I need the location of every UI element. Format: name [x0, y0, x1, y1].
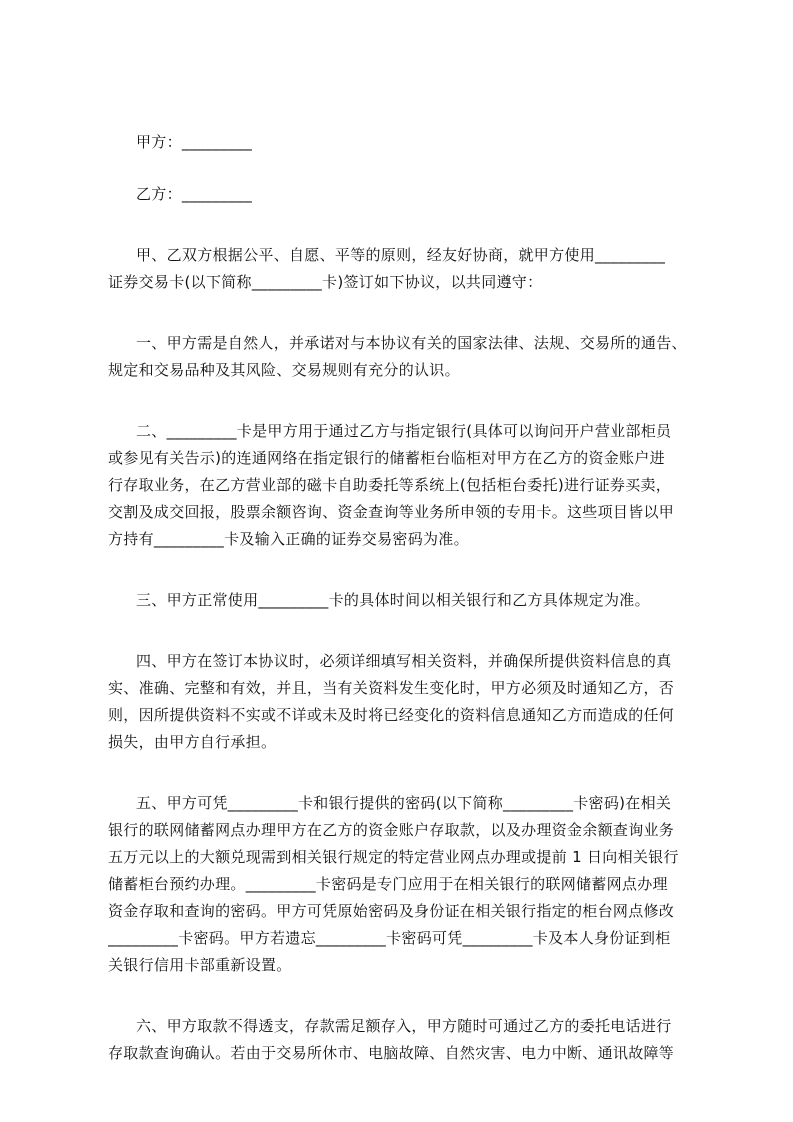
paragraph-clause-2 [108, 418, 710, 553]
paragraph-clause-3 [108, 587, 710, 614]
party-a-line: 甲方：_________ [136, 133, 253, 151]
paragraph-clause-1 [108, 330, 710, 384]
paragraph-line: 实、准确、完整和有效，并且，当有关资料发生变化时，甲方必须及时通知乙方，否 [108, 679, 675, 697]
party-b-line: 乙方：_________ [136, 185, 253, 203]
paragraph-line: 一、甲方需是自然人，并承诺对与本协议有关的国家法律、法规、交易所的通告、 [136, 334, 687, 352]
paragraph-line: 二、_________卡是甲方用于通过乙方与指定银行(具体可以询问开户营业部柜员 [136, 422, 672, 440]
agreement-body [108, 129, 710, 1067]
paragraph-line: 资金存取和查询的密码。甲方可凭原始密码及身份证在相关银行指定的柜台网点修改 [108, 902, 675, 920]
paragraph-line: 五万元以上的大额兑现需到相关银行规定的特定营业网点办理或提前 1 日向相关银行 [108, 848, 679, 866]
paragraph-line: 交割及成交回报，股票余额咨询、资金查询等业务所申领的专用卡。这些项目皆以甲 [108, 503, 675, 521]
paragraph-line: 方持有_________卡及输入正确的证券交易密码为准。 [108, 530, 469, 548]
paragraph-line: 甲、乙双方根据公平、自愿、平等的原则，经友好协商，就甲方使用_________ [136, 246, 666, 264]
paragraph-line: 行存取业务，在乙方营业部的磁卡自助委托等系统上(包括柜台委托)进行证券买卖， [108, 476, 672, 494]
paragraph-clause-6 [108, 1013, 710, 1067]
paragraph-line: 五、甲方可凭_________卡和银行提供的密码(以下简称_________卡密码)在相关 [136, 794, 672, 812]
paragraph-line: 证券交易卡(以下简称_________卡)签订如下协议，以共同遵守： [108, 273, 543, 291]
paragraph-clause-4 [108, 648, 710, 756]
paragraph-line: 关银行信用卡部重新设置。 [108, 956, 292, 974]
paragraph-line: 损失，由甲方自行承担。 [108, 733, 277, 751]
paragraph-preamble [108, 242, 710, 296]
paragraph-line: 存取款查询确认。若由于交易所休市、电脑故障、自然灾害、电力中断、通讯故障等 [108, 1044, 675, 1062]
paragraph-line: 六、甲方取款不得透支，存款需足额存入，甲方随时可通过乙方的委托电话进行 [136, 1017, 672, 1035]
paragraph-line: 规定和交易品种及其风险、交易规则有充分的认识。 [108, 361, 460, 379]
paragraph-line: 储蓄柜台预约办理。_________卡密码是专门应用于在相关银行的联网储蓄网点办理 [108, 875, 668, 893]
paragraph-line: 银行的联网储蓄网点办理甲方在乙方的资金账户存取款，以及办理资金余额查询业务 [108, 821, 675, 839]
paragraph-line: 或参见有关告示)的连通网络在指定银行的储蓄柜台临柜对甲方在乙方的资金账户进 [108, 449, 665, 467]
paragraph-line: 三、甲方正常使用_________卡的具体时间以相关银行和乙方具体规定为准。 [136, 591, 650, 609]
paragraph-clause-5 [108, 790, 710, 979]
paragraph-line: 四、甲方在签订本协议时，必须详细填写相关资料，并确保所提供资料信息的真 [136, 652, 672, 670]
paragraph-line: 则，因所提供资料不实或不详或未及时将已经变化的资料信息通知乙方而造成的任何 [108, 706, 675, 724]
paragraph-line: _________卡密码。甲方若遗忘_________卡密码可凭_________卡及本人身份证到柜 [108, 929, 671, 947]
